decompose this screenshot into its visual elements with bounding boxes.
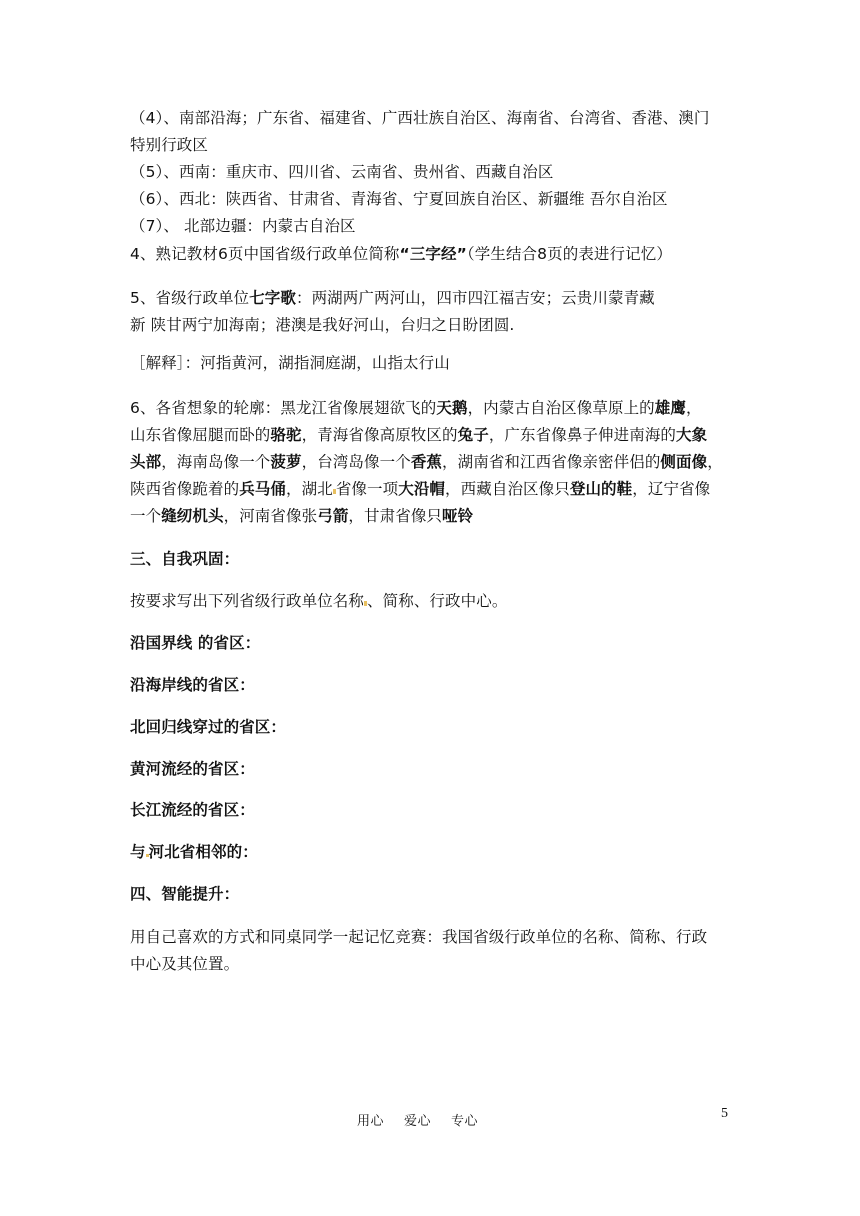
item-6-line-1 bbox=[130, 397, 702, 419]
page-number: 5 bbox=[721, 1106, 728, 1121]
item-5-line-2: 新 陕甘两宁加海南；港澳是我好河山，台归之日盼团圆. bbox=[130, 316, 515, 334]
item-6-keyword: 菠萝 bbox=[270, 453, 302, 471]
section-3-instruction bbox=[130, 590, 507, 612]
item-6-text: ，西藏自治区像只 bbox=[445, 480, 570, 498]
footer-word: 用心 bbox=[357, 1114, 385, 1129]
section-4-line-2: 中心及其位置。 bbox=[130, 955, 240, 973]
item-6-keyword: 兔子 bbox=[457, 426, 489, 444]
item-6-text: ，湖南省和江西省像亲密伴侣的 bbox=[442, 453, 661, 471]
instruction-text: 按要求写出下列省级行政单位名称 bbox=[130, 592, 365, 610]
page-footer bbox=[357, 1110, 498, 1129]
item-6-keyword: 弓箭 bbox=[317, 507, 349, 525]
question-border-provinces: 沿国界线 的省区： bbox=[130, 634, 261, 652]
item-6-text: ，甘肃省像只 bbox=[348, 507, 443, 525]
item-5-suffix: ：两湖两广两河山，四市四江福吉安；云贵川蒙青藏 bbox=[295, 289, 655, 307]
item-6-text: 6、各省想象的轮廓：黑龙江省像展翅欲飞的 bbox=[130, 399, 437, 417]
item-6-text: ，海南岛像一个 bbox=[161, 453, 271, 471]
question-yellow-river-provinces: 黄河流经的省区： bbox=[130, 760, 255, 778]
item-6-text: 省像一项 bbox=[335, 480, 399, 498]
region-4-line-2: 特别行政区 bbox=[130, 136, 209, 154]
item-6-keyword: 雄鹰 bbox=[654, 399, 686, 417]
item-6-keyword: 头部 bbox=[130, 453, 162, 471]
region-7: （7）、 北部边疆：内蒙古自治区 bbox=[130, 217, 356, 235]
item-6-text: ， bbox=[685, 399, 702, 417]
item-4 bbox=[130, 243, 672, 265]
item-4-prefix: 4、熟记教材6页中国省级行政单位简称 bbox=[130, 245, 400, 263]
item-6-keyword: 大沿帽 bbox=[398, 480, 446, 498]
item-6-text: ，台湾岛像一个 bbox=[301, 453, 411, 471]
instruction-text: 、简称、行政中心。 bbox=[367, 592, 508, 610]
section-3-heading: 三、自我巩固： bbox=[130, 550, 240, 568]
item-6-line-2 bbox=[130, 424, 707, 446]
item-6-keyword: 哑铃 bbox=[442, 507, 474, 525]
item-4-bold: “三字经” bbox=[399, 245, 467, 263]
explanation: ［解释］：河指黄河，湖指洞庭湖，山指太行山 bbox=[130, 354, 450, 372]
item-6-text: ，河南省像张 bbox=[223, 507, 318, 525]
item-5-bold: 七字歌 bbox=[249, 289, 296, 307]
item-6-keyword: 侧面像 bbox=[660, 453, 708, 471]
item-6-text: ，内蒙古自治区像草原上的 bbox=[467, 399, 655, 417]
item-6-text: 山东省像屈腿而卧的 bbox=[130, 426, 271, 444]
question-tropic-provinces: 北回归线穿过的省区： bbox=[130, 718, 287, 736]
item-6-line-3 bbox=[130, 451, 723, 473]
item-6-keyword: 兵马俑 bbox=[239, 480, 287, 498]
item-6-text: ，湖北 bbox=[286, 480, 333, 498]
item-6-text: ，青海省像高原牧区的 bbox=[301, 426, 458, 444]
question-yangtze-provinces: 长江流经的省区： bbox=[130, 801, 255, 819]
item-6-keyword: 登山的鞋 bbox=[569, 480, 633, 498]
item-4-suffix: （学生结合8页的表进行记忆） bbox=[466, 245, 672, 263]
region-4-line-1: （4）、南部沿海；广东省、福建省、广西壮族自治区、海南省、台湾省、香港、澳门 bbox=[130, 109, 710, 127]
footer-word: 专心 bbox=[451, 1114, 479, 1129]
item-6-keyword: 骆驼 bbox=[270, 426, 302, 444]
section-4-line-1: 用自己喜欢的方式和同桌同学一起记忆竞赛：我国省级行政单位的名称、简称、行政 bbox=[130, 928, 708, 946]
item-6-keyword: 大象 bbox=[676, 426, 708, 444]
question-hebei-neighbors bbox=[130, 841, 258, 863]
item-6-keyword: 香蕉 bbox=[410, 453, 443, 471]
item-6-text: ， bbox=[707, 453, 723, 471]
item-6-text: ，辽宁省像 bbox=[632, 480, 711, 498]
question-text: 河北省相邻的： bbox=[148, 843, 258, 861]
item-6-line-5 bbox=[130, 505, 473, 527]
item-6-text: 陕西省像跪着的 bbox=[130, 480, 240, 498]
question-text: 与 bbox=[130, 843, 146, 861]
item-6-keyword: 缝纫机头 bbox=[161, 507, 224, 525]
item-5-line-1 bbox=[130, 287, 655, 309]
item-6-line-4 bbox=[130, 478, 710, 500]
item-6-keyword: 天鹅 bbox=[436, 399, 468, 417]
footer-word: 爱心 bbox=[404, 1114, 432, 1129]
region-5: （5）、西南：重庆市、四川省、云南省、贵州省、西藏自治区 bbox=[130, 163, 554, 181]
item-6-text: ，广东省像鼻子伸进南海的 bbox=[488, 426, 677, 444]
region-6: （6）、西北：陕西省、甘肃省、青海省、宁夏回族自治区、新疆维 吾尔自治区 bbox=[130, 190, 668, 208]
item-5-prefix: 5、省级行政单位 bbox=[130, 289, 250, 307]
question-coastal-provinces: 沿海岸线的省区： bbox=[130, 676, 255, 694]
item-6-text: 一个 bbox=[130, 507, 162, 525]
section-4-heading: 四、智能提升： bbox=[130, 885, 240, 903]
